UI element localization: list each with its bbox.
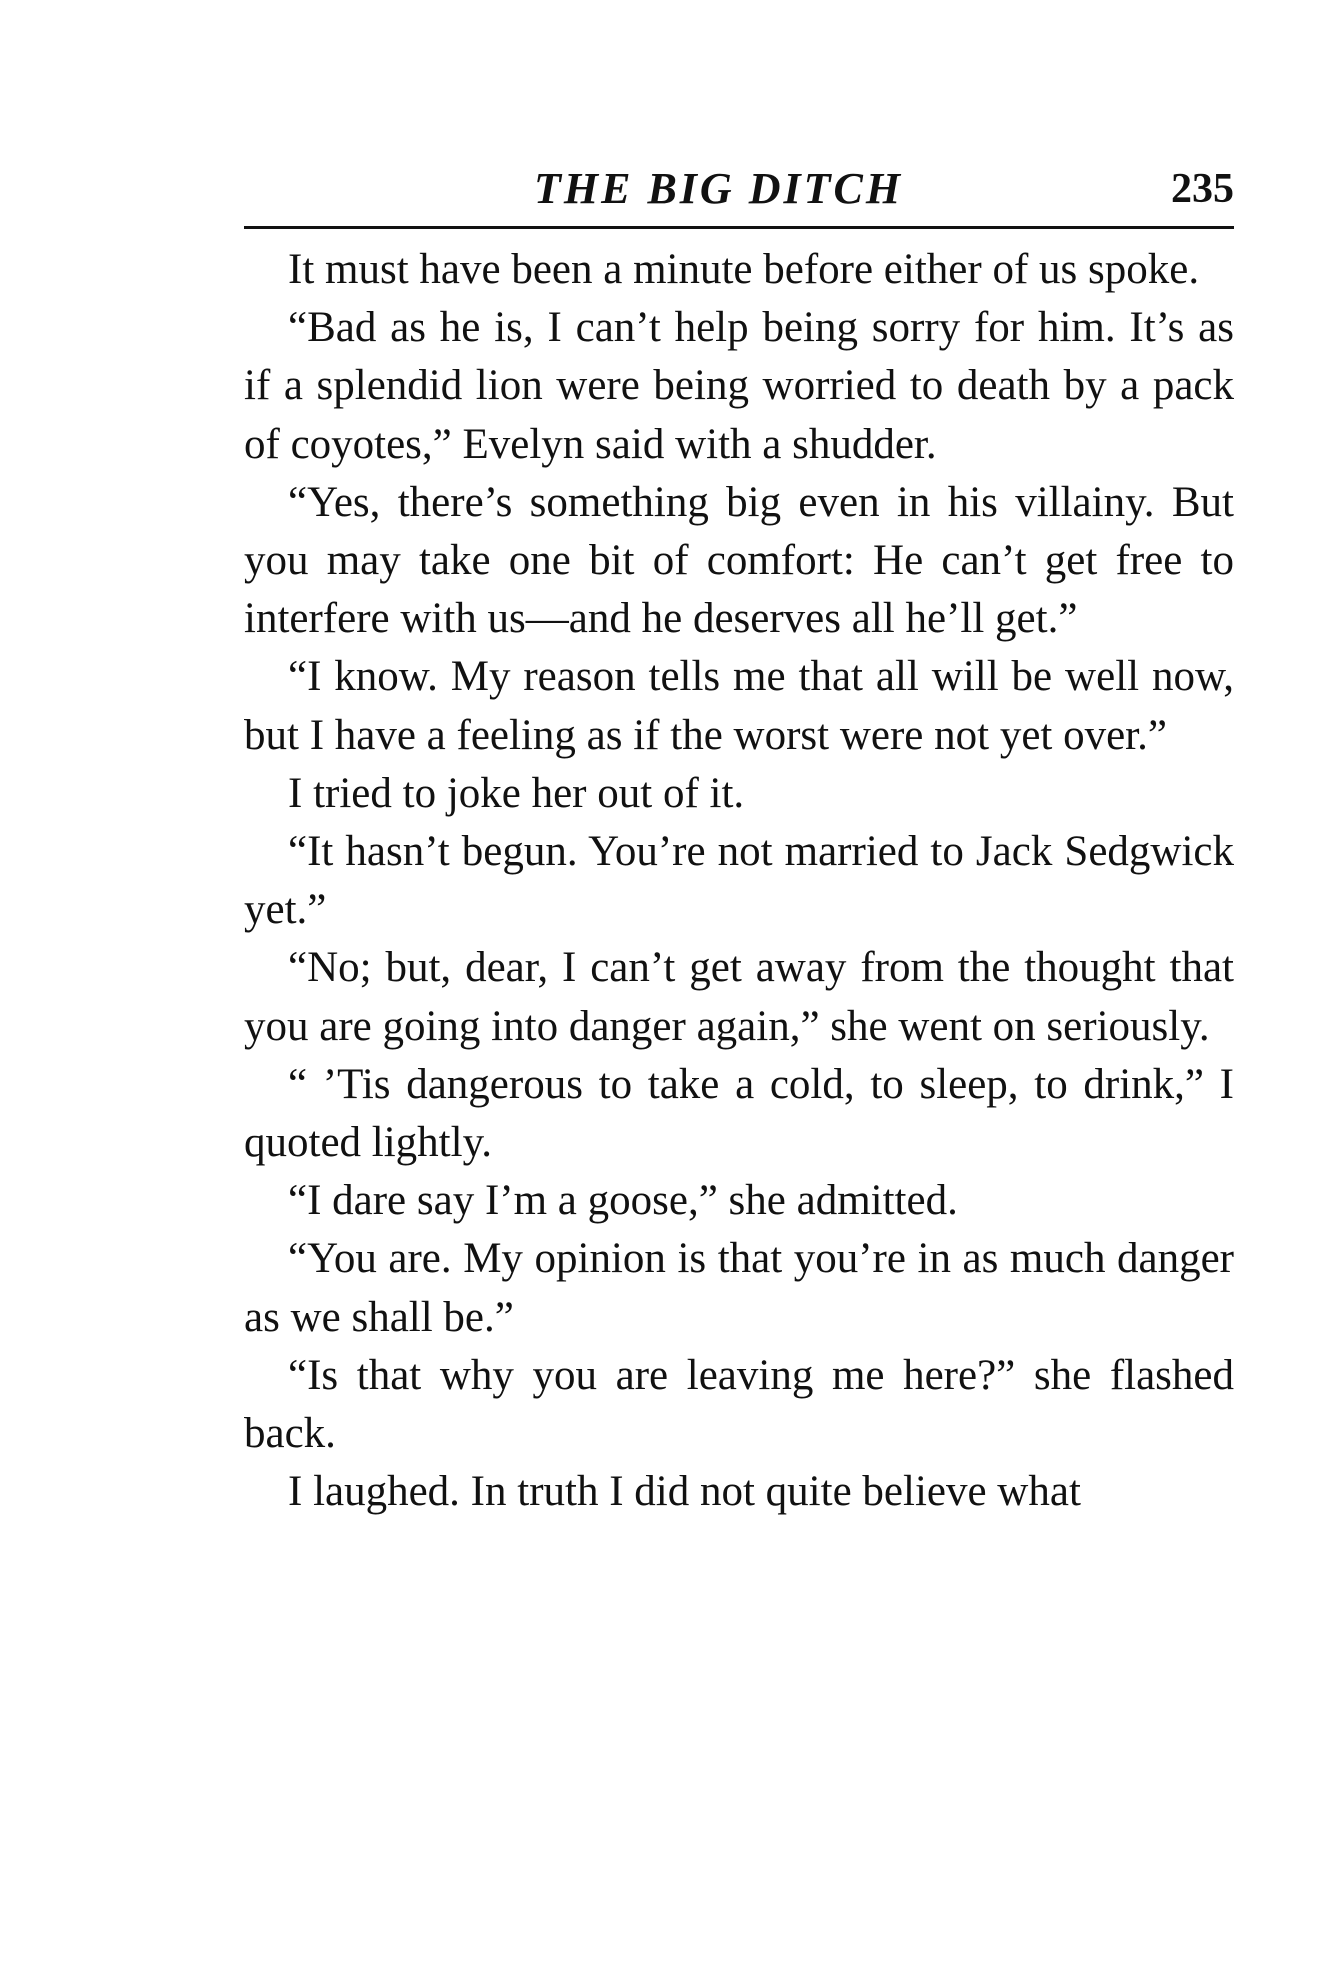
paragraph: “Is that why you are leaving me here?” she flashed back.	[244, 1351, 1234, 1458]
paragraph: “Bad as he is, I can’t help being sorry for him. It’s as if a splendid lion were being worried to death by a pack of coyotes,” Evelyn said with a shudder.	[244, 304, 1234, 468]
paragraph: I tried to joke her out of it.	[288, 769, 745, 817]
paragraph: “It hasn’t begun. You’re not married to Jack Sedgwick yet.”	[244, 828, 1234, 934]
paragraph: I laughed. In truth I did not quite believe what	[288, 1468, 1081, 1516]
page-number: 235	[1171, 166, 1234, 212]
paragraph: “I know. My reason tells me that all will be well now, but I have a feeling as if the worst were not yet over.”	[244, 653, 1234, 759]
running-head	[244, 160, 1234, 218]
paragraph: “I dare say I’m a goose,” she admitted.	[288, 1177, 958, 1225]
paragraph: “No; but, dear, I can’t get away from the thought that you are going into danger again,” she went on seriously.	[244, 944, 1234, 1050]
paragraph: “You are. My opinion is that you’re in as much danger as we shall be.”	[244, 1235, 1234, 1341]
paragraph: It must have been a minute before either of us spoke.	[288, 246, 1200, 293]
book-page	[244, 160, 1234, 1521]
body-text	[244, 241, 1234, 1521]
running-title: THE BIG DITCH	[534, 164, 904, 213]
paragraph: “Yes, there’s something big even in his villainy. But you may take one bit of comfort: He can’t get free to interfere with us—and he deserves all he’ll get.”	[244, 478, 1234, 643]
paragraph: “ ’Tis dangerous to take a cold, to sleep, to drink,” I quoted lightly.	[244, 1060, 1234, 1167]
header-rule	[244, 226, 1234, 229]
